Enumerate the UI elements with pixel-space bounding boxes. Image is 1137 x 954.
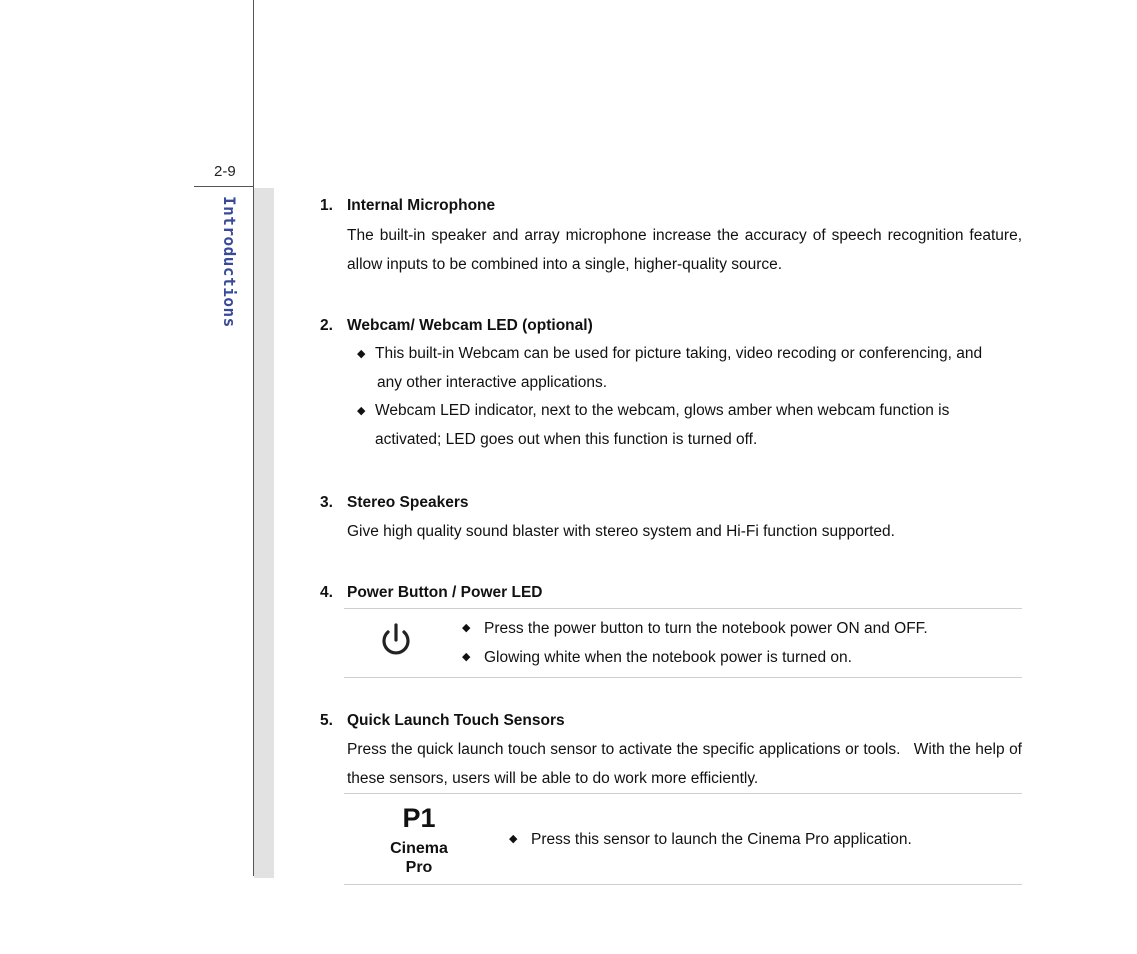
power-table: [344, 608, 1022, 678]
power-icon-cell: [344, 609, 448, 678]
power-icon: [379, 623, 413, 659]
margin-gray-bar: [254, 188, 274, 878]
bullet-text: Glowing white when the notebook power is turned on.: [484, 649, 852, 666]
section-label: Introductions: [220, 196, 239, 328]
sensor-label: Cinema: [390, 840, 448, 857]
margin-horizontal-rule: [194, 186, 254, 187]
page-content: [320, 195, 1022, 885]
spacer: [320, 279, 1022, 315]
section-heading-microphone: [320, 195, 1022, 217]
section-number: 3.: [320, 494, 333, 511]
sensor-bullet-list: [509, 825, 1022, 854]
section-number: 2.: [320, 317, 333, 334]
list-item: [509, 825, 1022, 854]
list-item: [462, 614, 1022, 643]
bullet-text: Webcam LED indicator, next to the webcam, glows amber when webcam function is: [375, 402, 950, 419]
section-title: Quick Launch Touch Sensors: [347, 712, 565, 729]
list-item: [462, 643, 1022, 672]
spacer: [320, 546, 1022, 582]
section-text: Give high quality sound blaster with stereo system and Hi-Fi function supported.: [347, 523, 895, 540]
list-item: [357, 340, 1022, 397]
section-heading-webcam: [320, 315, 1022, 337]
bullet-text: activated; LED goes out when this function is turned off.: [375, 430, 758, 448]
section-heading-quick-launch: [320, 710, 1022, 732]
bullet-text: This built-in Webcam can be used for picture taking, video recoding or conferencing, and: [375, 345, 983, 362]
section-title: Webcam/ Webcam LED (optional): [347, 317, 593, 334]
list-item: [357, 397, 1022, 454]
webcam-bullet-list: [357, 340, 1022, 454]
section-number: 4.: [320, 584, 333, 601]
sensor-description-cell: [494, 794, 1022, 885]
bullet-text: Press the power button to turn the notebook power ON and OFF.: [484, 620, 928, 637]
power-description-cell: [448, 609, 1022, 678]
bullet-text: Press this sensor to launch the Cinema Pro application.: [531, 830, 912, 848]
power-bullet-list: [462, 614, 1022, 672]
section-title: Internal Microphone: [347, 197, 496, 214]
page-number: 2-9: [214, 163, 236, 180]
bullet-icon: ◆: [357, 405, 366, 417]
section-title: Power Button / Power LED: [347, 584, 543, 601]
spacer: [320, 454, 1022, 492]
sensor-key: P1: [402, 803, 436, 833]
section-number: 5.: [320, 712, 333, 729]
section-number: 1.: [320, 197, 333, 214]
section-heading-power: [320, 582, 1022, 604]
sensor-key-cell: [344, 794, 494, 885]
sensor-table: [344, 793, 1022, 885]
section-title: Stereo Speakers: [347, 494, 469, 511]
bullet-icon: ◆: [357, 348, 366, 360]
spacer: [320, 678, 1022, 710]
bullet-icon: ◆: [509, 832, 518, 845]
bullet-icon: ◆: [462, 622, 471, 634]
bullet-icon: ◆: [462, 651, 471, 663]
sensor-label: Pro: [405, 859, 433, 876]
section-text: Press the quick launch touch sensor to activate the specific applications or tools. With the help of these sensors, users will be able to do work more efficiently.: [347, 741, 1022, 787]
section-text: The built-in speaker and array microphone increase the accuracy of speech recognition feature, allow inputs to be combined into a single, higher-quality source.: [347, 227, 1022, 273]
bullet-text: any other interactive applications.: [377, 373, 608, 391]
section-heading-speakers: [320, 492, 1022, 514]
